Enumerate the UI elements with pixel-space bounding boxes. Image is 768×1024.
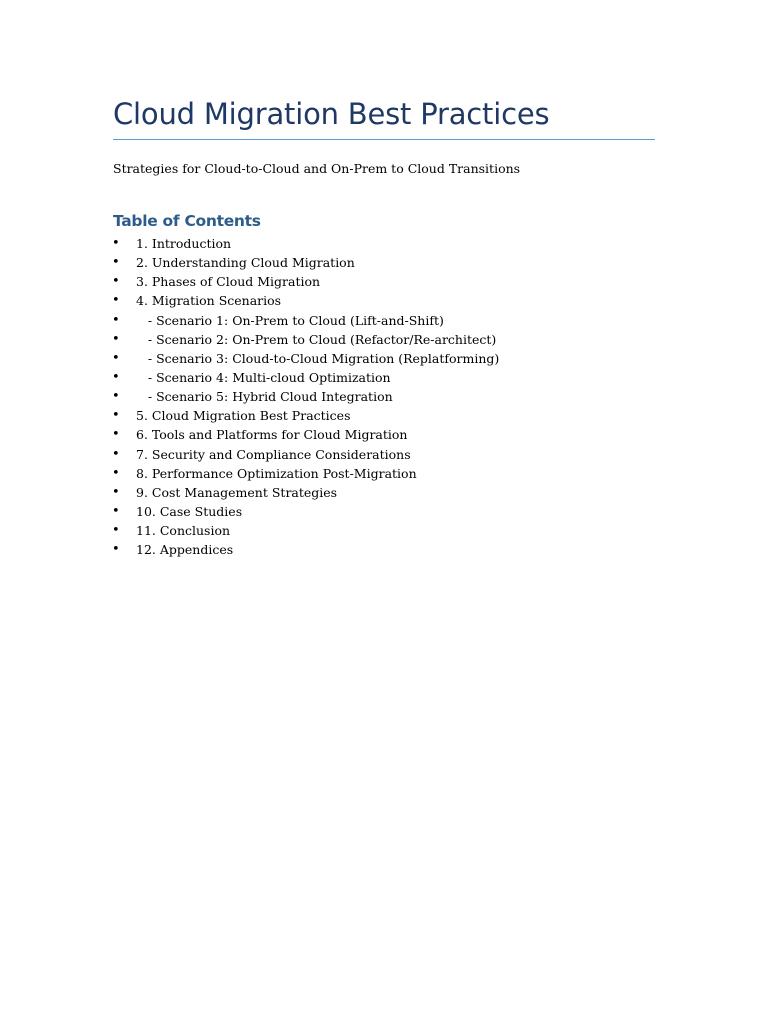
toc-item-label: - Scenario 5: Hybrid Cloud Integration	[136, 389, 393, 405]
title-divider	[113, 139, 655, 140]
bullet-icon: •	[112, 484, 120, 500]
bullet-icon: •	[112, 542, 120, 558]
toc-item-label: 12. Appendices	[136, 542, 234, 558]
bullet-icon: •	[112, 312, 120, 328]
bullet-icon: •	[112, 427, 120, 443]
bullet-icon: •	[112, 523, 120, 539]
bullet-icon: •	[112, 465, 120, 481]
toc-item-label: 6. Tools and Platforms for Cloud Migration	[136, 427, 408, 443]
document-subtitle: Strategies for Cloud-to-Cloud and On-Prem to Cloud Transitions	[113, 161, 521, 176]
toc-item-label: 9. Cost Management Strategies	[136, 484, 338, 500]
bullet-icon: •	[112, 274, 120, 290]
bullet-icon: •	[112, 446, 120, 462]
toc-item-label: 10. Case Studies	[136, 503, 243, 519]
bullet-icon: •	[112, 350, 120, 366]
bullet-icon: •	[112, 293, 120, 309]
toc-item-label: 5. Cloud Migration Best Practices	[136, 408, 351, 424]
bullet-icon: •	[112, 389, 120, 405]
document-title: Cloud Migration Best Practices	[113, 97, 550, 131]
toc-item-label: 1. Introduction	[136, 236, 232, 251]
toc-item-label: 4. Migration Scenarios	[136, 293, 282, 309]
toc-item-label: 11. Conclusion	[136, 523, 231, 539]
bullet-icon: •	[112, 369, 120, 385]
toc-heading: Table of Contents	[113, 212, 261, 230]
bullet-icon: •	[112, 236, 120, 251]
bullet-icon: •	[112, 503, 120, 519]
toc-item-label: 3. Phases of Cloud Migration	[136, 274, 321, 290]
toc-item-label: - Scenario 3: Cloud-to-Cloud Migration (Replatforming)	[136, 350, 500, 366]
bullet-icon: •	[112, 408, 120, 424]
bullet-icon: •	[112, 255, 120, 271]
toc-item-label: 8. Performance Optimization Post-Migration	[136, 465, 417, 481]
toc-item-label: - Scenario 4: Multi-cloud Optimization	[136, 369, 391, 385]
toc-item-label: 7. Security and Compliance Considerations	[136, 446, 411, 462]
toc-item-label: 2. Understanding Cloud Migration	[136, 255, 355, 271]
toc-item-label: - Scenario 1: On-Prem to Cloud (Lift-and-Shift)	[136, 312, 444, 328]
toc-item-label: - Scenario 2: On-Prem to Cloud (Refactor/Re-architect)	[136, 331, 497, 347]
bullet-icon: •	[112, 331, 120, 347]
